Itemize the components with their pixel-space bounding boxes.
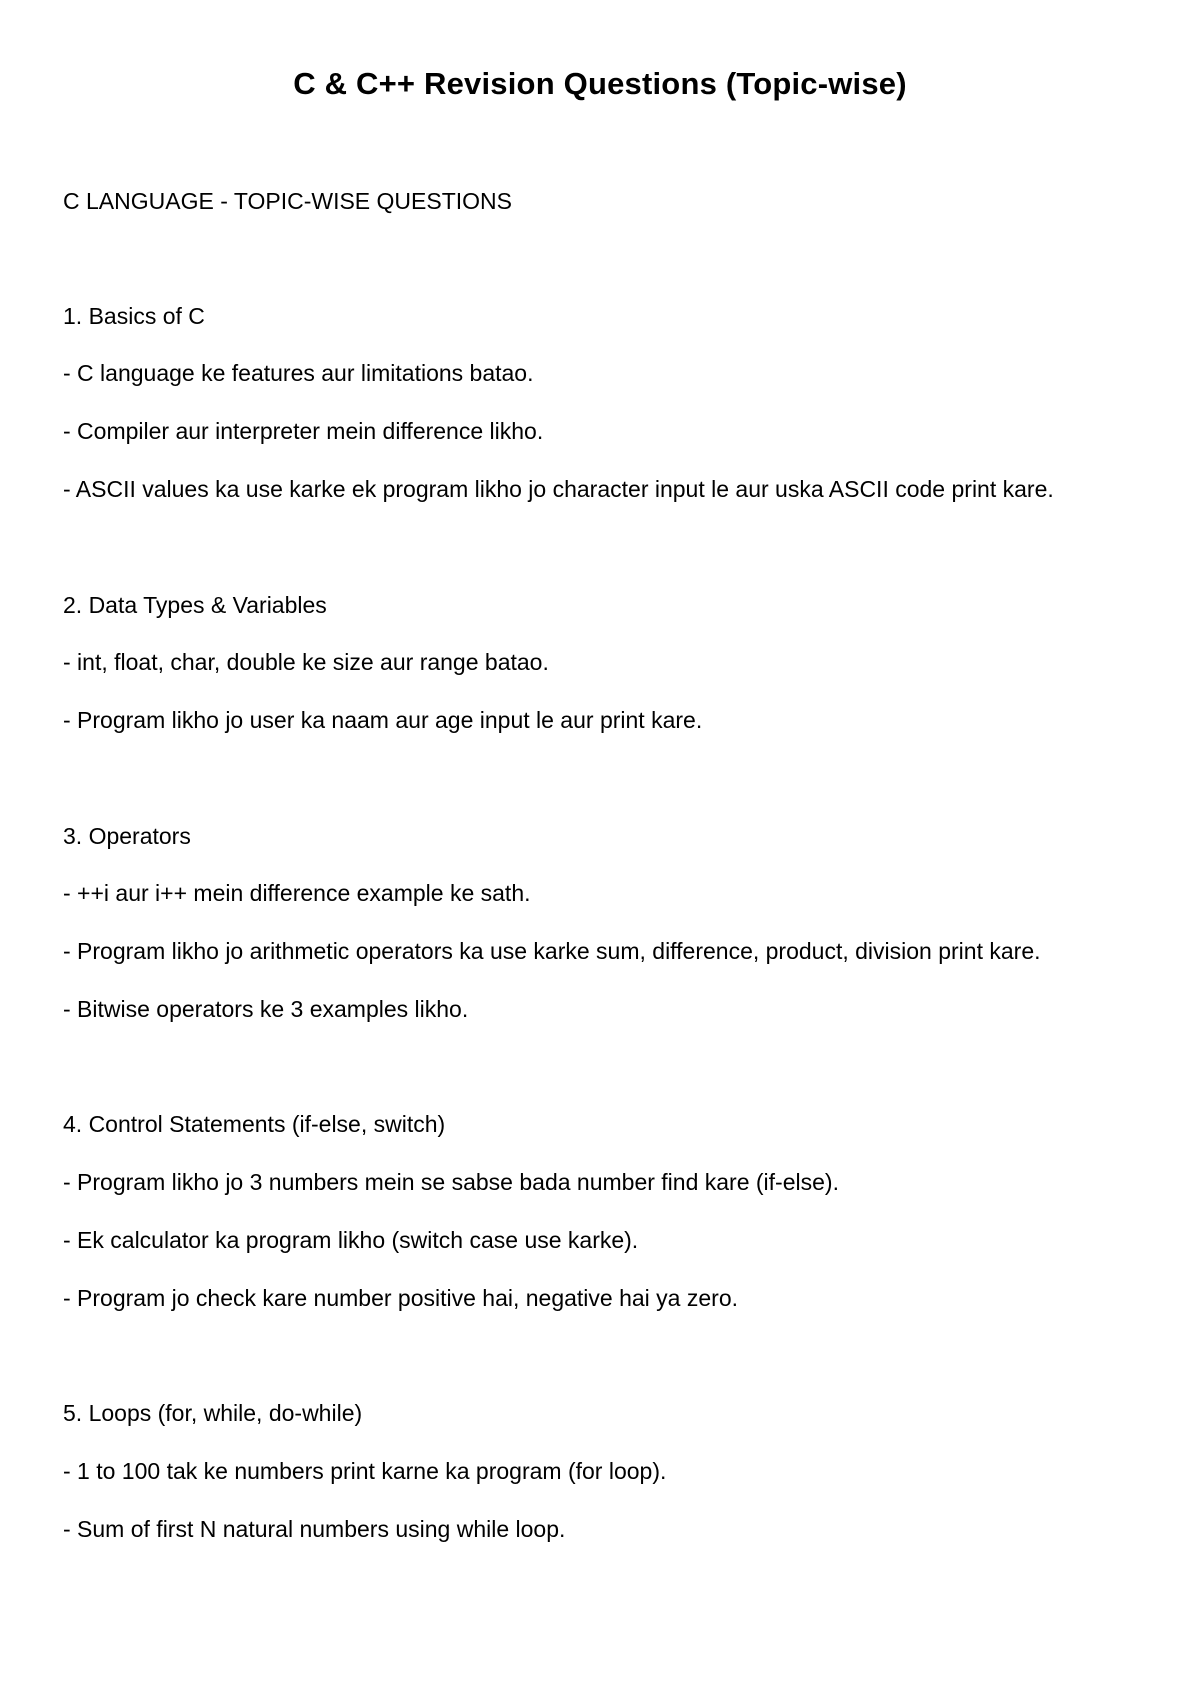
question-item: - Program likho jo user ka naam aur age input le aur print kare. bbox=[63, 707, 703, 733]
question-item: - Program jo check kare number positive hai, negative hai ya zero. bbox=[63, 1285, 738, 1311]
question-item: - Program likho jo 3 numbers mein se sabse bada number find kare (if-else). bbox=[63, 1169, 839, 1195]
document-title: C & C++ Revision Questions (Topic-wise) bbox=[293, 66, 907, 101]
section-heading: C LANGUAGE - TOPIC-WISE QUESTIONS bbox=[63, 188, 512, 214]
question-item: - Sum of first N natural numbers using while loop. bbox=[63, 1516, 566, 1542]
topic-heading-basics: 1. Basics of C bbox=[63, 303, 205, 329]
question-item: - Compiler aur interpreter mein difference likho. bbox=[63, 418, 544, 444]
topic-heading-control-statements: 4. Control Statements (if-else, switch) bbox=[63, 1111, 446, 1137]
question-item: - int, float, char, double ke size aur range batao. bbox=[63, 649, 549, 675]
question-item: - ASCII values ka use karke ek program likho jo character input le aur uska ASCII code print kare. bbox=[63, 476, 1054, 502]
topic-heading-operators: 3. Operators bbox=[63, 823, 191, 849]
question-item: - Bitwise operators ke 3 examples likho. bbox=[63, 996, 469, 1022]
question-item: - 1 to 100 tak ke numbers print karne ka program (for loop). bbox=[63, 1458, 667, 1484]
topic-heading-loops: 5. Loops (for, while, do-while) bbox=[63, 1400, 363, 1426]
question-item: - Program likho jo arithmetic operators ka use karke sum, difference, product, division print kare. bbox=[63, 938, 1041, 964]
question-item: - ++i aur i++ mein difference example ke sath. bbox=[63, 880, 531, 906]
question-item: - C language ke features aur limitations batao. bbox=[63, 360, 534, 386]
topic-heading-data-types: 2. Data Types & Variables bbox=[63, 592, 327, 618]
question-item: - Ek calculator ka program likho (switch case use karke). bbox=[63, 1227, 639, 1253]
